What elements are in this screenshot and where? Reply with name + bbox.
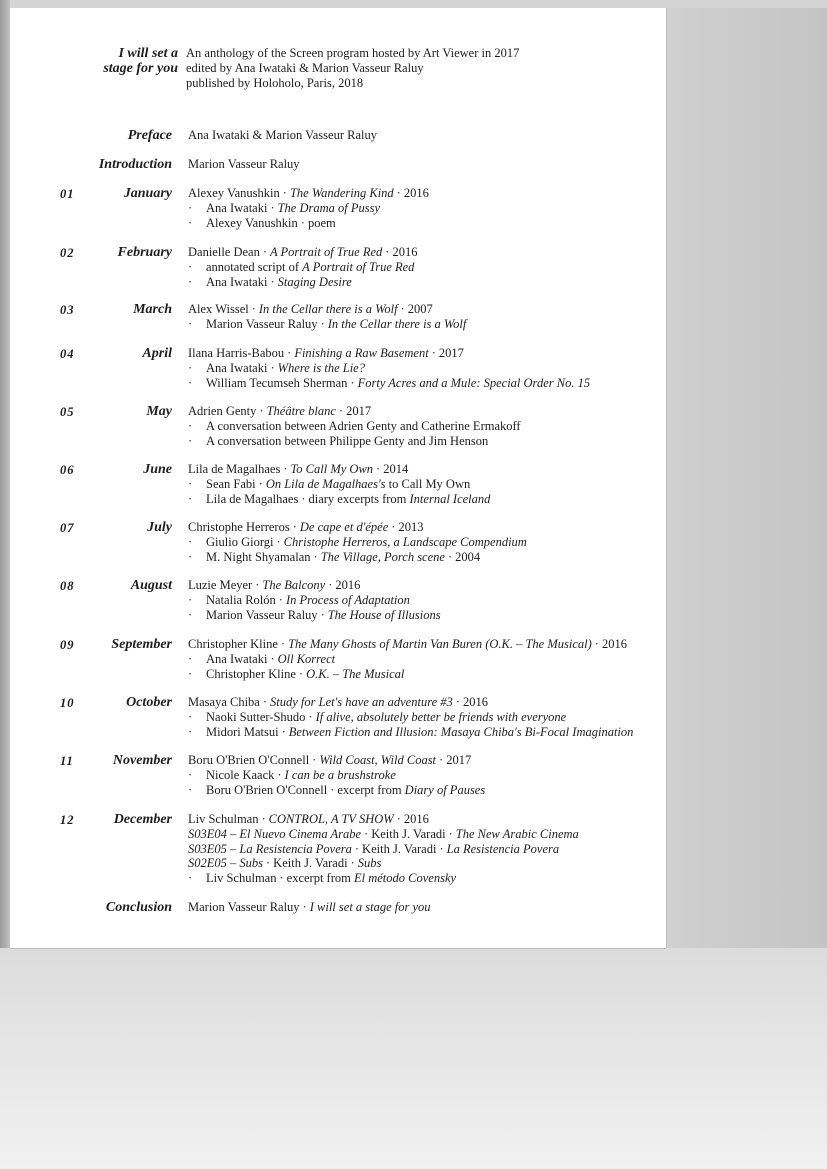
section-label: Conclusion	[105, 900, 172, 915]
work-title-roman: to Call My Own	[388, 476, 471, 491]
entry-line	[188, 520, 527, 535]
work-title: In the Cellar there is a Wolf	[327, 316, 467, 331]
bullet: ·	[188, 433, 193, 448]
bullet: ·	[188, 375, 193, 390]
entry-line	[188, 434, 521, 449]
year: 2016	[601, 637, 627, 651]
year: 2013	[398, 520, 424, 534]
entry-line	[188, 900, 431, 915]
entry-number: 11	[60, 754, 74, 768]
year: 2016	[335, 578, 361, 592]
separator: ·	[448, 826, 453, 841]
entry-number: 06	[60, 463, 75, 477]
separator: ·	[280, 637, 286, 651]
author-name: Giulio Giorgi	[206, 534, 274, 549]
entry-line	[188, 216, 429, 231]
month-label: September	[111, 637, 172, 652]
work-title: O.K. – The Musical	[306, 666, 405, 681]
author-name: Christopher Kline	[188, 637, 278, 651]
work-title: I can be a brushstroke	[284, 767, 396, 782]
separator: ·	[396, 812, 401, 826]
work-title: The Wandering Kind	[289, 186, 394, 200]
entry-number: 03	[60, 303, 75, 317]
entry-line	[188, 842, 579, 857]
entry-line	[188, 608, 441, 623]
separator: ·	[391, 520, 396, 534]
entry-line	[188, 827, 579, 842]
separator: ·	[338, 404, 344, 418]
separator: ·	[281, 724, 286, 739]
separator: ·	[400, 302, 405, 316]
entry-line	[188, 753, 485, 768]
author-name: Keith J. Varadi	[362, 841, 437, 856]
separator: ·	[439, 753, 444, 767]
work-title: Théâtre blanc	[266, 404, 336, 418]
separator: ·	[270, 274, 275, 289]
separator: ·	[292, 520, 297, 534]
entry-number: 02	[60, 246, 75, 260]
author-name: William Tecumseh Sherman	[206, 375, 348, 390]
bullet: ·	[188, 709, 193, 724]
separator: ·	[279, 871, 284, 886]
document-page	[10, 8, 666, 948]
author-name: Ana Iwataki	[206, 651, 268, 666]
background-bottom	[0, 948, 827, 1169]
work-title: Diary of Pauses	[404, 782, 486, 797]
work-title: I will set a stage for you	[309, 900, 431, 914]
bullet: ·	[188, 607, 193, 622]
year: 2004	[455, 549, 481, 564]
entry-line	[188, 783, 485, 798]
work-title: A Portrait of True Red	[270, 245, 383, 259]
year: 2017	[346, 404, 372, 418]
bullet: ·	[188, 549, 193, 564]
entry-number: 10	[60, 696, 75, 710]
entry-line	[188, 462, 490, 477]
entry-line	[188, 856, 579, 871]
work-title: Staging Desire	[277, 274, 352, 289]
separator: ·	[312, 753, 317, 767]
month-label: April	[142, 346, 172, 361]
work-title: El método Covensky	[353, 871, 457, 886]
work-title: A Portrait of True Red	[302, 259, 415, 274]
work-title: The New Arabic Cinema	[455, 826, 579, 841]
separator: ·	[431, 346, 436, 360]
bullet: ·	[188, 534, 193, 549]
separator: ·	[350, 856, 355, 871]
colophon-line: published by Holoholo, Paris, 2018	[186, 76, 364, 90]
separator: ·	[255, 578, 260, 592]
work-title: Internal Iceland	[409, 491, 491, 506]
author-name: Alexey Vanushkin	[206, 215, 298, 230]
separator: ·	[287, 346, 292, 360]
entry-line: Ana Iwataki & Marion Vasseur Raluy	[188, 128, 377, 142]
entry-line	[188, 871, 579, 886]
separator: ·	[259, 404, 264, 418]
bullet: ·	[188, 215, 193, 230]
background	[0, 0, 827, 8]
author-name: Ilana Harris-Babou	[188, 346, 285, 360]
separator: ·	[270, 360, 275, 375]
entry-line	[188, 186, 429, 201]
work-title: De cape et d'épée	[299, 520, 389, 534]
separator: ·	[258, 476, 263, 491]
author-name: Boru O'Brien O'Connell	[188, 753, 310, 767]
bullet: ·	[188, 200, 193, 215]
work-title: The House of Illusions	[327, 607, 441, 622]
entry-line	[188, 201, 429, 216]
bullet: ·	[188, 491, 193, 506]
separator: ·	[354, 841, 360, 856]
author-name: Natalia Rolón	[206, 592, 276, 607]
month-label: November	[112, 753, 172, 768]
colophon-line: An anthology of the Screen program hosted by Art Viewer in 2017	[186, 46, 520, 60]
entry-number: 05	[60, 405, 75, 419]
book-title-line: stage for you	[103, 61, 178, 76]
entry-line	[188, 376, 590, 391]
section-label: Preface	[127, 128, 172, 143]
entry-line	[188, 260, 417, 275]
work-title: CONTROL, A TV SHOW	[268, 812, 394, 826]
separator: ·	[302, 900, 307, 914]
work-title: Forty Acres and a Mule: Special Order No. 15	[357, 375, 591, 390]
author-name: Alex Wissel	[188, 302, 249, 316]
separator: ·	[439, 841, 444, 856]
entry-line	[188, 317, 466, 332]
work-title: La Resistencia Povera	[446, 841, 560, 856]
bullet: ·	[188, 592, 193, 607]
entry-line	[188, 652, 627, 667]
separator: ·	[251, 302, 256, 316]
author-name: Adrien Genty	[188, 404, 257, 418]
entry-number: 01	[60, 187, 75, 201]
colophon-text	[186, 46, 519, 91]
entry-number: 08	[60, 579, 75, 593]
note: A conversation between Adrien Genty and Catherine Ermakoff	[206, 418, 521, 433]
work-title: Between Fiction and Illusion: Masaya Chiba's Bi-Focal Imagination	[288, 724, 634, 739]
work-title: In Process of Adaptation	[285, 592, 410, 607]
author-name: Keith J. Varadi	[371, 826, 446, 841]
separator: ·	[455, 695, 460, 709]
bullet: ·	[188, 476, 193, 491]
month-label: July	[147, 520, 172, 535]
entry-line	[188, 593, 441, 608]
bullet: ·	[188, 666, 193, 681]
separator: ·	[330, 782, 335, 797]
entry-line	[188, 346, 590, 361]
month-label: February	[117, 245, 172, 260]
author-name: Lila de Magalhaes	[188, 462, 281, 476]
author-name: Lila de Magalhaes	[206, 491, 299, 506]
author-name: Masaya Chiba	[188, 695, 260, 709]
author-name: Ana Iwataki	[206, 360, 268, 375]
note: annotated script of	[206, 259, 300, 274]
work-title: Wild Coast, Wild Coast	[319, 753, 437, 767]
author-name: Danielle Dean	[188, 245, 260, 259]
bullet: ·	[188, 724, 193, 739]
bullet: ·	[188, 259, 193, 274]
episode: S03E05 – La Resistencia Povera	[188, 841, 352, 856]
section-label: Introduction	[98, 157, 172, 172]
work-title: On Lila de Magalhaes's	[265, 476, 386, 491]
bullet: ·	[188, 782, 193, 797]
separator: ·	[298, 666, 304, 681]
separator: ·	[320, 607, 325, 622]
separator: ·	[364, 826, 369, 841]
separator: ·	[262, 245, 268, 259]
bullet: ·	[188, 651, 193, 666]
note: A conversation between Philippe Genty and Jim Henson	[206, 433, 489, 448]
author-name: Sean Fabi	[206, 476, 256, 491]
month-label: March	[133, 302, 172, 317]
work-title: The Drama of Pussy	[277, 200, 381, 215]
separator: ·	[262, 695, 268, 709]
note: excerpt from	[337, 782, 402, 797]
background-right	[667, 8, 827, 948]
separator: ·	[328, 578, 333, 592]
separator: ·	[301, 491, 306, 506]
author-name: Marion Vasseur Raluy	[188, 900, 300, 914]
author-name: Liv Schulman	[206, 871, 277, 886]
year: 2016	[403, 186, 429, 200]
episode: S02E05 – Subs	[188, 856, 263, 871]
author-name: Nicole Kaack	[206, 767, 275, 782]
entry-line	[188, 812, 579, 827]
year: 2017	[438, 346, 464, 360]
separator: ·	[376, 462, 381, 476]
separator: ·	[396, 186, 401, 200]
separator: ·	[261, 812, 266, 826]
author-name: Marion Vasseur Raluy	[206, 316, 318, 331]
separator: ·	[320, 316, 325, 331]
separator: ·	[270, 200, 275, 215]
month-label: August	[130, 578, 172, 593]
year: 2017	[446, 753, 472, 767]
author-name: Christophe Herreros	[188, 520, 290, 534]
separator: ·	[278, 592, 283, 607]
entry-line	[188, 667, 627, 682]
entry-line	[188, 404, 521, 419]
colophon-line: edited by Ana Iwataki & Marion Vasseur Raluy	[186, 61, 424, 75]
work-title: Christophe Herreros, a Landscape Compendium	[283, 534, 527, 549]
entry-line	[188, 492, 490, 507]
entry-line	[188, 275, 417, 290]
entry-line	[188, 578, 441, 593]
work-title: Oll Korrect	[277, 651, 336, 666]
entry-line	[188, 710, 633, 725]
separator: ·	[276, 534, 281, 549]
work-title: The Balcony	[262, 578, 326, 592]
author-name: Luzie Meyer	[188, 578, 253, 592]
work-title: The Many Ghosts of Martin Van Buren (O.K. – The Musical)	[288, 637, 592, 651]
month-label: May	[146, 404, 172, 419]
entry-line	[188, 695, 633, 710]
separator: ·	[313, 549, 318, 564]
entry-line	[188, 637, 627, 652]
entry-line	[188, 419, 521, 434]
entry-number: 09	[60, 638, 75, 652]
work-title: The Village, Porch scene	[320, 549, 445, 564]
entry-line	[188, 477, 490, 492]
bullet: ·	[188, 418, 193, 433]
entry-line	[188, 245, 417, 260]
author-name: Christopher Kline	[206, 666, 296, 681]
author-name: Marion Vasseur Raluy	[206, 607, 318, 622]
separator: ·	[447, 549, 453, 564]
author-name: M. Night Shyamalan	[206, 549, 311, 564]
entry-line: Marion Vasseur Raluy	[188, 157, 300, 171]
year: 2016	[403, 812, 429, 826]
bullet: ·	[188, 871, 193, 886]
separator: ·	[270, 651, 275, 666]
work-title: In the Cellar there is a Wolf	[258, 302, 398, 316]
work-title: Subs	[357, 856, 382, 871]
author-name: Liv Schulman	[188, 812, 259, 826]
author-name: Naoki Sutter-Shudo	[206, 709, 306, 724]
year: 2007	[407, 302, 433, 316]
bullet: ·	[188, 316, 193, 331]
entry-line	[188, 725, 633, 740]
separator: ·	[308, 709, 313, 724]
separator: ·	[266, 856, 271, 871]
entry-line	[188, 550, 527, 565]
author-name: Midori Matsui	[206, 724, 279, 739]
work-title: If alive, absolutely better be friends with everyone	[315, 709, 567, 724]
separator: ·	[283, 462, 288, 476]
month-label: January	[123, 186, 172, 201]
note: poem	[307, 215, 336, 230]
author-name: Ana Iwataki	[206, 200, 268, 215]
separator: ·	[282, 186, 287, 200]
entry-line	[188, 535, 527, 550]
episode: S03E04 – El Nuevo Cinema Arabe	[188, 826, 362, 841]
entry-number: 12	[60, 813, 75, 827]
entry-number: 04	[60, 347, 75, 361]
author-name: Keith J. Varadi	[273, 856, 348, 871]
author-name: Alexey Vanushkin	[188, 186, 280, 200]
entry-line	[188, 361, 590, 376]
separator: ·	[594, 637, 599, 651]
month-label: December	[113, 812, 172, 827]
month-label: June	[143, 462, 172, 477]
note: excerpt from	[286, 871, 351, 886]
author-name: Boru O'Brien O'Connell	[206, 782, 328, 797]
separator: ·	[385, 245, 390, 259]
entry-number: 07	[60, 521, 75, 535]
separator: ·	[300, 215, 305, 230]
year: 2016	[462, 695, 488, 709]
book-title	[38, 46, 178, 76]
year: 2016	[392, 245, 418, 259]
work-title: Finishing a Raw Basement	[294, 346, 429, 360]
work-title: To Call My Own	[290, 462, 374, 476]
bullet: ·	[188, 360, 193, 375]
work-title: Study for Let's have an adventure #3	[270, 695, 453, 709]
entry-line	[188, 768, 485, 783]
author-name: Ana Iwataki	[206, 274, 268, 289]
book-title-line: I will set a	[118, 46, 178, 61]
year: 2014	[383, 462, 409, 476]
bullet: ·	[188, 274, 193, 289]
bullet: ·	[188, 767, 193, 782]
note: diary excerpts from	[308, 491, 407, 506]
separator: ·	[277, 767, 282, 782]
work-title: Where is the Lie?	[277, 360, 365, 375]
separator: ·	[350, 375, 355, 390]
month-label: October	[126, 695, 172, 710]
entry-line	[188, 302, 466, 317]
